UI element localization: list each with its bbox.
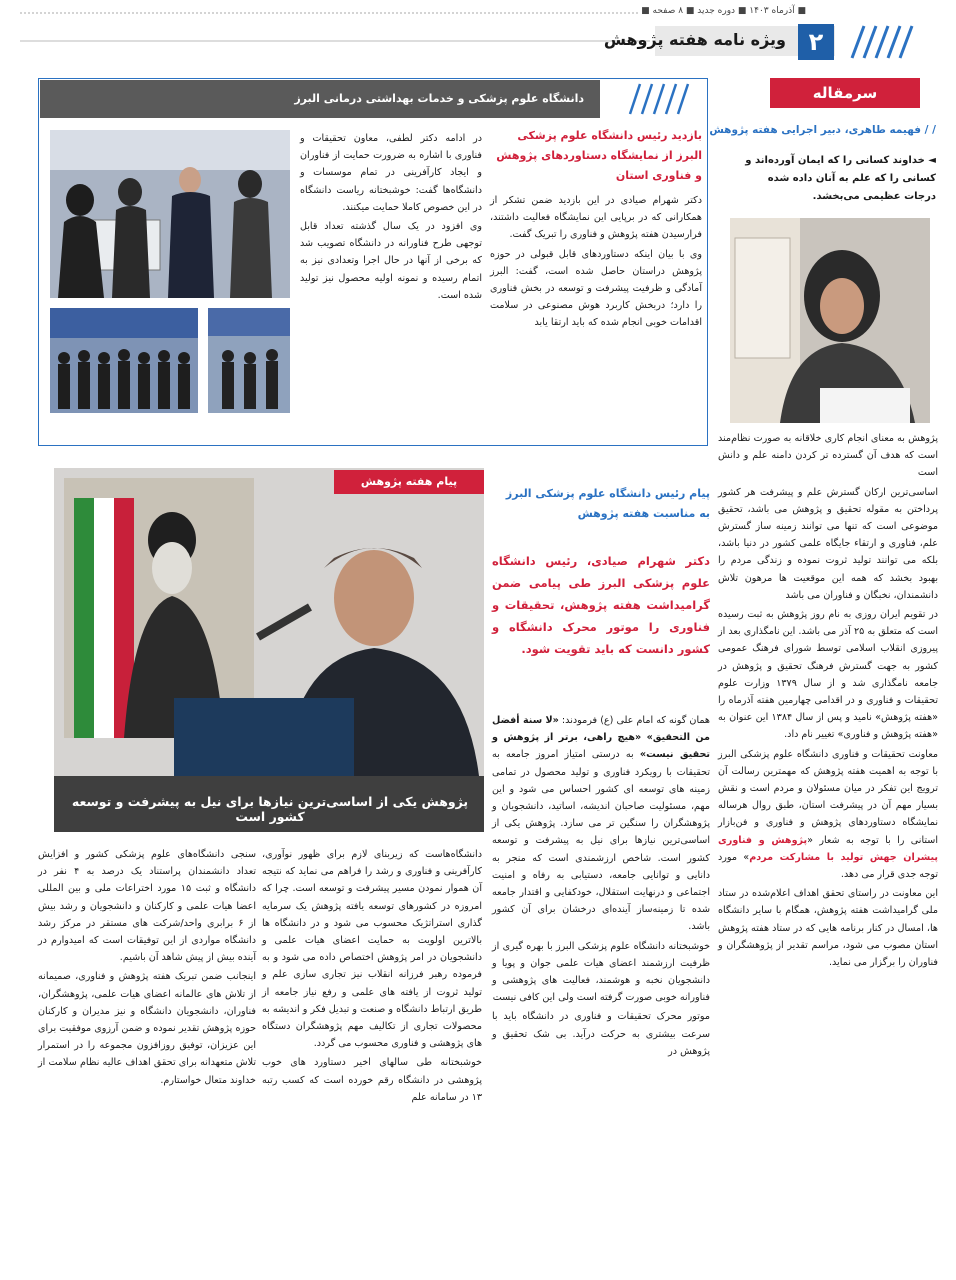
editorial-paragraph-text: معاونت تحقیقات و فناوری دانشگاه علوم پزشکی البرز با توجه به اهمیت هفته پژوهش که مهمترین رسالت آن ترویج این تفکر در میان مسئولان و مردم است و نقش بسیار مهم آن در پیشرفت استان، طبق روال هرساله نمایشگاه دستاوردهای پژوهش و فناوری و فن‌بازار استانی را با توجه به شعار « — [718, 748, 938, 846]
message-paragraph: سنجی دانشگاه‌های علوم پزشکی کشور و افزایش تعداد دانشمندان پراستناد یک درصد به ۴ نفر در دانشگاه و ثبت ۱۵ مورد اختراعات ملی و بین المللی اعضا هیات علمی و کارکنان و دانشجویان و رشد بیش از ۶ برابری واحد/شرکت های مستقر در مرکز رشد دانشگاه مواردی از این توفیقات است که امیدوارم در آینده بیش از پیش شاهد آن باشیم. — [38, 849, 257, 964]
message-title: پیام رئیس دانشگاه علوم پزشکی البرز به مناسبت هفته پژوهش — [505, 487, 710, 520]
decorative-stripes-icon — [840, 24, 920, 60]
editorial-author: / / فهیمه طاهری، دبیر اجرایی هفته پژوهش — [709, 124, 936, 136]
visit-text-right — [490, 192, 702, 334]
visit-stripes-icon — [600, 80, 706, 118]
message-intro: همان گونه که امام علی (ع) فرمودند: — [558, 715, 710, 726]
visit-paragraph: وی با بیان اینکه دستاوردهای قابل قبولی در حوزه پژوهش دراستان حاصل شده است، گفت: البرز آمادگی و ظرفیت پیشرفت و توسعه در بخش فناوری را دارد؛ دربخش کاربرد هوش مصنوعی در سلامت اقدامات خوبی انجام شده که باید ارتقا یابد — [490, 248, 702, 329]
message-body-left — [38, 846, 256, 1091]
editorial-badge: سرمقاله — [770, 78, 920, 108]
editorial-paragraph: در تقویم ایران روزی به نام روز پژوهش به ثبت رسیده است که متعلق به ۲۵ آذر می باشد. این نامگذاری بعد از پیروزی انقلاب اسلامی توسط شورای فرهنگ عمومی کشور به جهت گسترش فرهنگ تحقیق و پژوهش در جامعه نامگذاری شد و از سال ۱۳۷۹ وزارت علوم تحقیقات و فناوری و در اقدامی چهارمین هفته آذرماه را «هفته پژوهش» نامید و پس از سال ۱۳۸۴ این عنوان به «هفته پژوهش و فناوری» تغییر نام داد. — [718, 609, 938, 741]
message-body-middle — [262, 846, 482, 1108]
message-lead: دکتر شهرام صیادی، رئیس دانشگاه علوم پزشکی البرز طی پیامی ضمن گرامیداشت هفته پژوهش، تحقیقات و فناوری را موتور محرک دانشگاه و کشور دانست که باید تقویت شود. — [492, 554, 710, 656]
editorial-body — [718, 430, 938, 973]
author-photo — [730, 218, 930, 423]
special-issue-title: ویژه نامه هفته پژوهش — [603, 30, 786, 49]
message-body-right — [492, 712, 710, 1062]
editorial-paragraph: پژوهش به معنای انجام کاری خلاقانه به صورت نظام‌مند است که هدف آن گسترده تر کردن دامنه علم و دانش است — [718, 433, 938, 479]
issue-info: ■ آذرماه ۱۴۰۳ ■ دوره جدید ■ ۸ صفحه ■ — [641, 6, 806, 16]
page-number: ۲ — [798, 24, 834, 60]
editorial-quote: ◄ خداوند کسانی را که ایمان آورده‌اند و کسانی را که علم به آنان داده شده درجات عظیمی می‌بخشد. — [745, 155, 936, 202]
message-paragraph: موتور محرک تحقیقات و فناوری در دانشگاه باید با سرعت بیشتری به حرکت درآید. بی شک تحقیق و پژوهش در — [492, 1011, 710, 1057]
visit-title: بازدید رئیس دانشگاه علوم پزشکی البرز از نمایشگاه دستاوردهای پژوهش و فناوری استان — [496, 129, 702, 182]
message-body-text: به درستی امتیاز امروز جامعه به تحقیقات با رویکرد فناوری و تولید محصول در تمامی زمینه های توسعه ای کشور احساس می شود و این مهم، مسئولیت صاحبان اندیشه، اساتید، دانشجویان و پژوهشگران را سنگین تر می سازد. پژوهش یکی از اساسی‌ترین نیازها برای نیل به پیشرفت و توسعه کشور است. شاخص ارزشمندی است که منجر به دانایی و توانایی جامعه، دستیابی به رفاه و امنیت اجتماعی و درنهایت استقلال، خودکفایی و اقتدار جامعه شده تا زمینه‌ساز آینده‌ای درخشان برای آن کشور باشد. — [492, 749, 710, 933]
editorial-slogan-after: » مورد توجه جدی قرار می دهد. — [718, 851, 938, 881]
top-dotted-line — [0, 6, 956, 20]
message-paragraph: اینجانب ضمن تبریک هفته پژوهش و فناوری، صمیمانه از تلاش های عالمانه اعضای هیات علمی، پژوهشگران، فناوران، دانشجویان دانشگاه و نیز مدیران و کارکنان حوزه پژوهش تقدیر نموده و ضمن آرزوی موفقیت برای این عزیزان، توفیق روزافزون مجموعه را در استمرار تلاش متعهدانه برای تحقق اهداف عالیه نظام سلامت از خداوند متعال خواستارم. — [38, 971, 256, 1086]
editorial-paragraph: اساسی‌ترین ارکان گسترش علم و پیشرفت هر کشور پرداختن به مقوله تحقیق و پژوهش می باشد، تحقیق موضوعی است که تنها می توانند زمینه ساز گسترش علم، فناوری و ارتقاء جایگاه علمی کشور در دنیا باشد، بلکه می توانند تولید ثروت نموده و زندگی مردم را بهبود بخشد که همه این موقعیت ها مرهون تلاش دانشمندان، نخبگان و فناوران می باشد — [718, 486, 938, 601]
message-hadith: «لا سنة أفضل من التحقیق» «هیچ راهی، برتر از پژوهش و تحقیق نیست» — [492, 715, 710, 761]
message-badge: پیام هفته پژوهش — [334, 470, 484, 494]
editorial-closing: این معاونت در راستای تحقق اهداف اعلام‌شده در ستاد ملی گرامیداشت هفته پژوهش، همگام با سایر دانشگاه ها، امسال در کنار برنامه هایی که در ستاد هفته پژوهش استان مصوب می شود، مراسم تقدیر از پژوهشگران و فناوران را برگزار می نماید. — [718, 888, 938, 969]
visit-paragraph: وی افزود در یک سال گذشته تعداد قابل توجهی طرح فناورانه در دانشگاه تصویب شد که برخی از آنها در حال اجرا وتعدادی نیز به اتمام رسیده و نمونه اولیه محصول نیز تولید شده است. — [300, 221, 482, 301]
visit-photo-main — [50, 130, 290, 298]
message-paragraph: خوشبختانه طی سالهای اخیر دستاورد های خوب پژوهشی در دانشگاه رقم خورده است که کسب رتبه ۱۳ در سامانه علم — [262, 1057, 482, 1103]
visit-photo-booth — [208, 308, 290, 413]
visit-paragraph: دکتر شهرام صیادی در این بازدید ضمن تشکر از همکارانی که در برپایی این نمایشگاه فعالیت داشتند، فرارسیدن هفته پژوهش و فناوری را تبریک گفت. — [490, 195, 702, 241]
visit-text-left — [300, 130, 482, 306]
message-photo-caption: پژوهش یکی از اساسی‌ترین نیازها برای نیل به پیشرفت و توسعه کشور است — [71, 794, 469, 824]
editorial-slogan: پژوهش و فناوری پیشران جهش تولید با مشارکت مردم — [718, 834, 939, 863]
message-paragraph — [492, 712, 710, 936]
message-paragraph: دانشگاه‌هاست که زیربنای لازم برای ظهور نوآوری، کارآفرینی و فناوری و رشد را فراهم می نماید که نتیجه آن هموار نمودن مسیر پیشرفت و توسعه است. چرا که امروزه در کشورهای توسعه یافته پژوهش یک سرمایه گذاری استراتژیک محسوب می شود و در دانشگاه ها بالاترین اولویت به حمایت اعضای هیات علمی و دانشجویان در امر پژوهش اختصاص داده می شود و به فرموده رهبر فرزانه انقلاب نیز تجاری سازی علم و تولید ثروت از یافته های علمی و رفع نیاز جامعه از طریق ارتباط دانشگاه و صنعت و تبدیل فکر و اندیشه به محصولات تجاری از تکالیف مهم پژوهشگران دستگاه های پژوهشی و فناوری محسوب می گردد. — [262, 849, 482, 1050]
message-photo — [54, 468, 484, 776]
visit-header-title: دانشگاه علوم پزشکی و خدمات بهداشتی درمانی البرز — [294, 92, 584, 105]
visit-photo-group — [50, 308, 198, 413]
message-paragraph: خوشبختانه دانشگاه علوم پزشکی البرز با بهره گیری از ظرفیت ارزشمند اعضای هیات علمی جوان و پویا و دانشجویان نخبه و هوشمند، فعالیت های پژوهشی و فناورانه خوبی صورت گرفته است ولی این کافی نیست — [492, 940, 710, 1004]
editorial-paragraph — [718, 746, 938, 884]
visit-paragraph: در ادامه دکتر لطفی، معاون تحقیقات و فناوری با اشاره به ضرورت حمایت از فناوران و ایجاد کارآفرینی در تمام موسسات و دانشگاه‌ها گفت: خوشبختانه ریاست دانشگاه در این خصوص کاملا حمایت میکنند. — [300, 133, 482, 213]
